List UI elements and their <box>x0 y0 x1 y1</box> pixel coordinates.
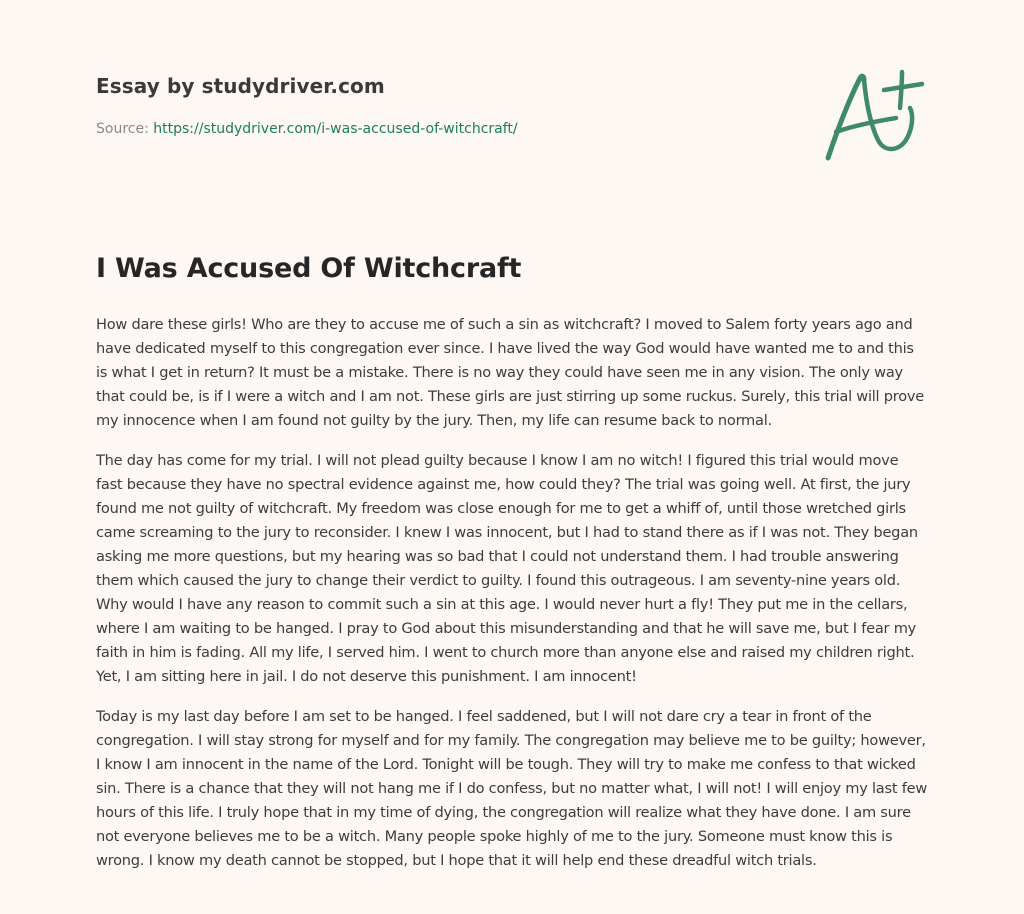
a-plus-icon <box>818 66 930 166</box>
source-label: Source: <box>96 121 149 137</box>
site-brand: Essay by studydriver.com <box>96 74 385 98</box>
essay-body <box>96 313 929 889</box>
essay-title: I Was Accused Of Witchcraft <box>96 253 522 284</box>
essay-paragraph: Today is my last day before I am set to be hanged. I feel saddened, but I will not dare cry a tear in front of the congregation. I will stay strong for myself and for my family. The congregation may believe me to be guilty; however, I know I am innocent in the name of the Lord. Tonight will be tough. They will try to make me confess to that wicked sin. There is a chance that they will not hang me if I do confess, but no matter what, I will not! I will enjoy my last few hours of this life. I truly hope that in my time of dying, the congregation will realize what they have done. I am sure not everyone believes me to be a witch. Many people spoke highly of me to the jury. Someone must know this is wrong. I know my death cannot be stopped, but I hope that it will help end these dreadful witch trials. <box>96 708 928 869</box>
essay-paragraph: How dare these girls! Who are they to accuse me of such a sin as witchcraft? I moved to Salem forty years ago and have dedicated myself to this congregation ever since. I have lived the way God would have wanted me to and this is what I get in return? It must be a mistake. There is no way they could have seen me in any vision. The only way that could be, is if I were a witch and I am not. These girls are just stirring up some ruckus. Surely, this trial will prove my innocence when I am found not guilty by the jury. Then, my life can resume back to normal. <box>96 316 924 429</box>
essay-header <box>96 74 796 137</box>
essay-paragraph: The day has come for my trial. I will not plead guilty because I know I am no witch! I figured this trial would move fast because they have no spectral evidence against me, how could they? The trial was going well. At first, the jury found me not guilty of witchcraft. My freedom was close enough for me to get a whiff of, until those wretched girls came screaming to the jury to reconsider. I knew I was innocent, but I had to stand there as if I was not. They began asking me more questions, but my hearing was so bad that I could not understand them. I had trouble answering them which caused the jury to change their verdict to guilty. I found this outrageous. I am seventy-nine years old. Why would I have any reason to commit such a sin at this age. I would never hurt a fly! They put me in the cellars, where I am waiting to be hanged. I pray to God about this misunderstanding and that he will save me, but I fear my faith in him is fading. All my life, I served him. I went to church more than anyone else and raised my children right. Yet, I am sitting here in jail. I do not deserve this punishment. I am innocent! <box>96 452 918 685</box>
source-link[interactable]: https://studydriver.com/i-was-accused-of-witchcraft/ <box>153 121 518 137</box>
source-line <box>96 121 796 137</box>
